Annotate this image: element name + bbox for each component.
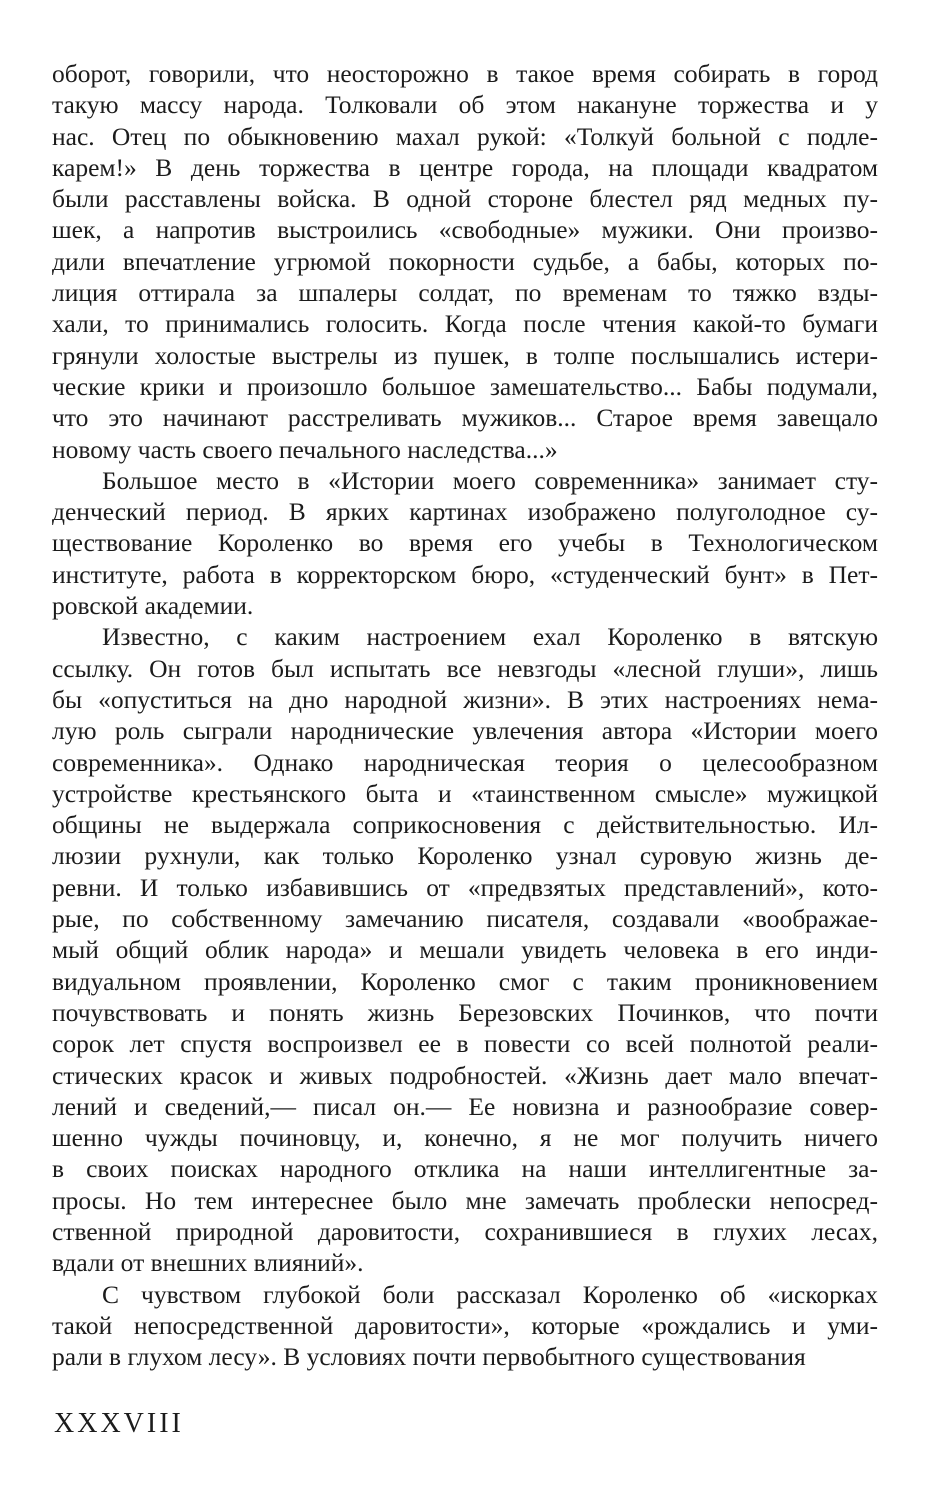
page-body — [52, 58, 878, 1372]
text-line: устройстве крестьянского быта и «таинственном смысле» мужицкой — [52, 778, 878, 808]
text-line: просы. Но тем интереснее было мне замечать проблески непосред- — [52, 1185, 878, 1215]
text-line: Известно, с каким настроением ехал Короленко в вятскую — [102, 622, 878, 652]
text-line: что это начинают расстреливать мужиков... Старое время завещало — [52, 403, 878, 433]
text-line: нас. Отец по обыкновению махал рукой: «Толкуй больной с подле- — [52, 121, 878, 151]
text-line: рали в глухом лесу». В условиях почти первобытного существования — [52, 1342, 806, 1372]
text-line: ссылку. Он готов был испытать все невзгоды «лесной глуши», лишь — [52, 653, 878, 683]
text-line: люзии рухнули, как только Короленко узнал суровую жизнь де- — [52, 841, 878, 871]
text-line: институте, работа в корректорском бюро, «студенческий бунт» в Пет- — [52, 559, 878, 589]
text-line: современника». Однако народническая теория о целесообразном — [52, 747, 878, 777]
text-line: сорок лет спустя воспроизвел ее в повести со всей полнотой реали- — [52, 1029, 878, 1059]
text-line: шенно чужды починовцу, и, конечно, я не мог получить ничего — [52, 1123, 878, 1153]
text-line: С чувством глубокой боли рассказал Короленко об «искорках — [102, 1279, 878, 1309]
text-line: грянули холостые выстрелы из пушек, в толпе послышались истери- — [52, 340, 878, 370]
text-line: видуальном проявлении, Короленко смог с таким проникновением — [52, 966, 878, 996]
text-line: почувствовать и понять жизнь Березовских Починков, что почти — [52, 997, 878, 1027]
text-line: мый общий облик народа» и мешали увидеть человека в его инди- — [52, 935, 878, 965]
paragraph — [52, 58, 878, 465]
text-line: общины не выдержала соприкосновения с действительностью. Ил- — [52, 810, 878, 840]
paragraph — [52, 621, 878, 1278]
text-line: карем!» В день торжества в центре города, на площади квадратом — [52, 152, 878, 182]
text-line: ственной природной даровитости, сохранившиеся в глухих лесах, — [52, 1216, 878, 1246]
text-line: такой непосредственной даровитости», которые «рождались и уми- — [52, 1310, 878, 1340]
text-line: хали, то принимались голосить. Когда после чтения какой-то бумаги — [52, 309, 878, 339]
text-line: ческие крики и произошло большое замешательство... Бабы подумали, — [52, 371, 878, 401]
page-number: XXXVIII — [54, 1408, 184, 1439]
text-line: лую роль сыграли народнические увлечения автора «Истории моего — [52, 716, 878, 746]
text-line: лиция оттирала за шпалеры солдат, по временам то тяжко взды- — [52, 278, 878, 308]
text-line: новому часть своего печального наследства...» — [52, 434, 558, 464]
text-line: ровской академии. — [52, 591, 254, 621]
text-line: денческий период. В ярких картинах изображено полуголодное су- — [52, 497, 878, 527]
text-line: оборот, говорили, что неосторожно в такое время собирать в город — [52, 59, 878, 88]
text-line: рые, по собственному замечанию писателя, создавали «воображае- — [52, 904, 878, 934]
text-line: такую массу народа. Толковали об этом накануне торжества и у — [52, 90, 878, 120]
text-line: стических красок и живых подробностей. «Жизнь дает мало впечат- — [52, 1060, 878, 1090]
text-line: ществование Короленко во время его учебы в Технологическом — [52, 528, 878, 558]
text-line: бы «опуститься на дно народной жизни». В этих настроениях нема- — [52, 684, 878, 714]
text-line: шек, а напротив выстроились «свободные» мужики. Они произво- — [52, 215, 878, 245]
text-line: вдали от внешних влияний». — [52, 1248, 364, 1278]
text-line: Большое место в «Истории моего современника» занимает сту- — [102, 465, 878, 495]
paragraph — [52, 465, 878, 621]
text-line: ревни. И только избавившись от «предвзятых представлений», кото- — [52, 872, 878, 902]
text-line: лений и сведений,— писал он.— Ее новизна и разнообразие совер- — [52, 1091, 878, 1121]
text-line: в своих поисках народного отклика на наши интеллигентные за- — [52, 1154, 878, 1184]
paragraph — [52, 1279, 878, 1373]
text-line: дили впечатление угрюмой покорности судьбе, а бабы, которых по- — [52, 246, 878, 276]
text-line: были расставлены войска. В одной стороне блестел ряд медных пу- — [52, 184, 878, 214]
